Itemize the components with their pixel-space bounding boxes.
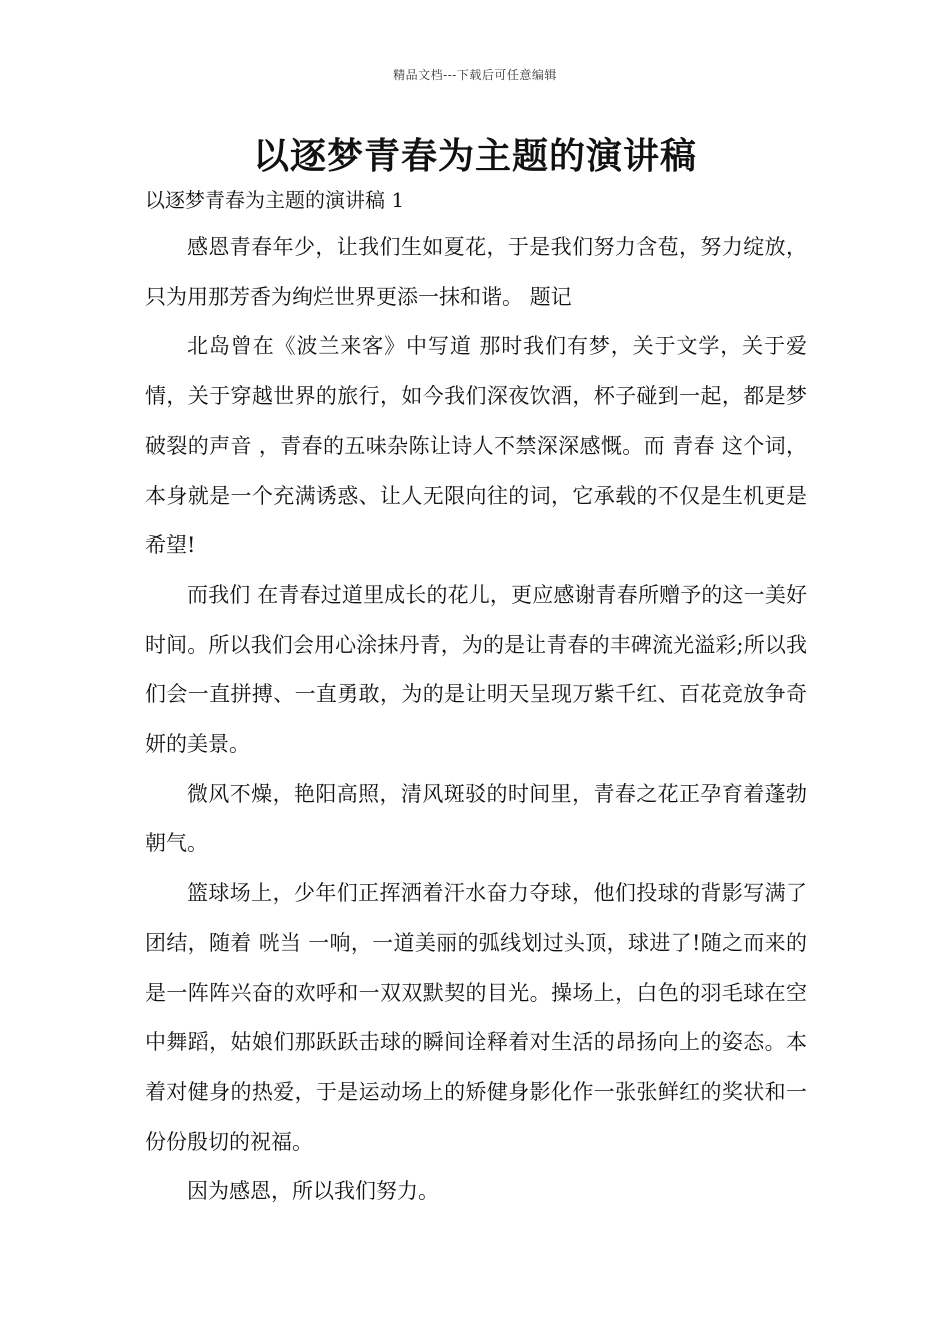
paragraph: 而我们 在青春过道里成长的花儿，更应感谢青春所赠予的这一美好时间。所以我们会用心涂抹丹青，为的是让青春的丰碑流光溢彩;所以我们会一直拼搏、一直勇敢，为的是让明天呈现万紫千红、百花竞放争奇妍的美景。 — [145, 582, 807, 757]
document-title: 以逐梦青春为主题的演讲稿 — [252, 135, 697, 177]
paragraph: 微风不燥，艳阳高照，清风斑驳的时间里，青春之花正孕育着蓬勃朝气。 — [145, 781, 807, 856]
paragraph: 因为感恩，所以我们努力。 — [187, 1179, 439, 1204]
paragraph: 篮球场上，少年们正挥洒着汗水奋力夺球，他们投球的背影写满了团结，随着 咣当 一响，一道美丽的弧线划过头顶，球进了!随之而来的是一阵阵兴奋的欢呼和一双双默契的目光。操场上，白色的羽毛球在空中舞蹈，姑娘们那跃跃击球的瞬间诠释着对生活的昂扬向上的姿态。本着对健身的热爱，于是运动场上的矫健身影化作一张张鲜红的奖状和一份份殷切的祝福。 — [145, 881, 807, 1154]
header-note: 精品文档---下载后可任意编辑 — [393, 68, 557, 82]
paragraph: 北岛曾在《波兰来客》中写道 那时我们有梦，关于文学，关于爱情，关于穿越世界的旅行，如今我们深夜饮酒，杯子碰到一起，都是梦破裂的声音 ，青春的五味杂陈让诗人不禁深深感慨。而 青春 这个词，本身就是一个充满诱惑、让人无限向往的词，它承载的不仅是生机更是希望! — [145, 334, 807, 558]
document-body — [145, 185, 807, 1217]
paragraph: 感恩青春年少，让我们生如夏花，于是我们努力含苞，努力绽放，只为用那芳香为绚烂世界更添一抹和谐。 题记 — [145, 235, 807, 309]
document-subtitle: 以逐梦青春为主题的演讲稿 1 — [145, 188, 405, 212]
